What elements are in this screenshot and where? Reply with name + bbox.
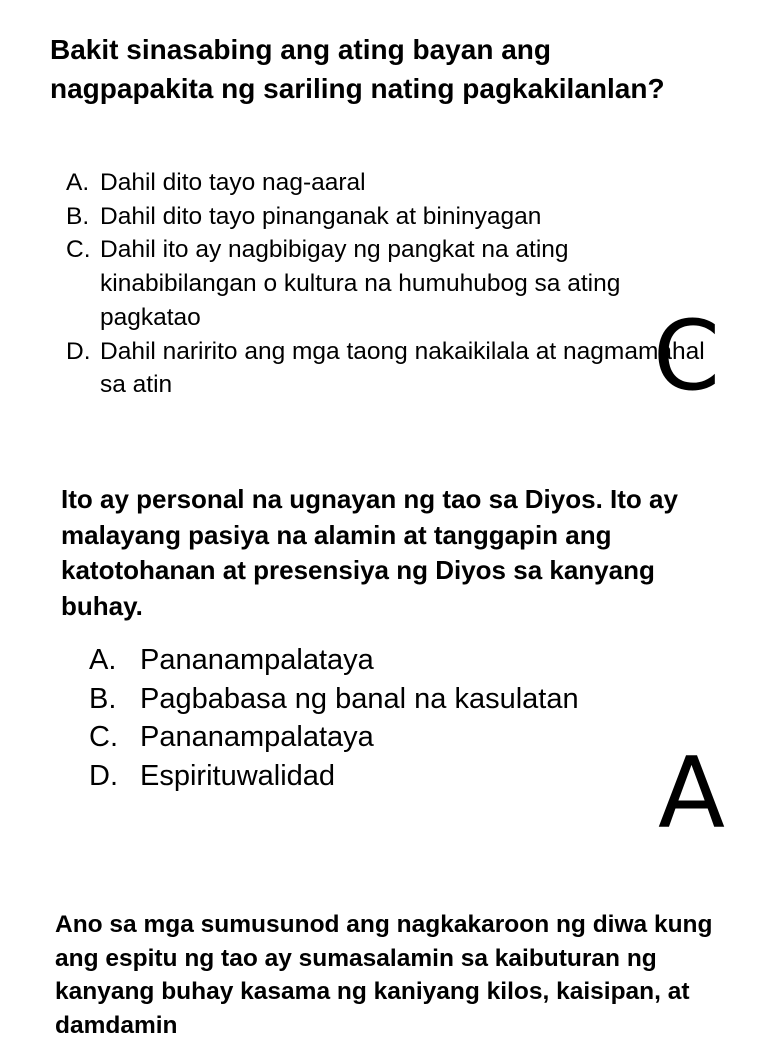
question-3-text: Ano sa mga sumusunod ang nagkakaroon ng diwa kung ang espitu ng tao ay sumasalamin sa kaibuturan ng kanyang buhay kasama ng kaniyang kilos, kaisipan, at damdamin xyxy=(55,911,713,1039)
choice-d xyxy=(66,335,706,402)
question-1-choices xyxy=(66,166,706,402)
choice-c xyxy=(66,233,706,334)
choice-text: Dahil naririto ang mga taong nakaikilala at nagmamahal sa atin xyxy=(100,337,705,399)
choice-letter: C. xyxy=(89,721,118,753)
choice-letter: B. xyxy=(89,682,117,715)
choice-letter: D. xyxy=(89,759,118,792)
choice-b xyxy=(66,200,706,234)
question-2-text: Ito ay personal na ugnayan ng tao sa Diyos. Ito ay malayang pasiya na alamin at tanggapin ang katotohanan at presensiya ng Diyos sa kanyang buhay. xyxy=(61,484,678,621)
choice-a xyxy=(66,166,706,200)
question-2-choices xyxy=(89,641,689,795)
question-1-text: Bakit sinasabing ang ating bayan ang nagpapakita ng sariling nating pagkakilanlan? xyxy=(50,34,665,104)
choice-text: Pananampalataya xyxy=(140,721,374,753)
choice-letter: D. xyxy=(66,337,91,365)
choice-letter: A. xyxy=(66,169,90,196)
choice-text: Pananampalataya xyxy=(140,644,374,676)
choice-letter: A. xyxy=(89,644,117,676)
choice-text: Dahil ito ay nagbibigay ng pangkat na ating kinabibilangan o kultura na humuhubog sa ating pagkatao xyxy=(100,236,621,331)
choice-letter: B. xyxy=(66,202,90,230)
choice-a xyxy=(89,641,689,680)
choice-d xyxy=(89,757,689,796)
choice-text: Dahil dito tayo nag-aaral xyxy=(100,169,366,196)
choice-b xyxy=(89,680,689,719)
choice-text: Dahil dito tayo pinanganak at bininyagan xyxy=(100,202,542,230)
question-1-answer: C xyxy=(653,300,721,412)
question-2-answer: A xyxy=(658,737,726,851)
choice-text: Pagbabasa ng banal na kasulatan xyxy=(140,682,579,715)
choice-c xyxy=(89,718,689,757)
choice-text: Espirituwalidad xyxy=(140,759,336,792)
choice-letter: C. xyxy=(66,236,91,264)
